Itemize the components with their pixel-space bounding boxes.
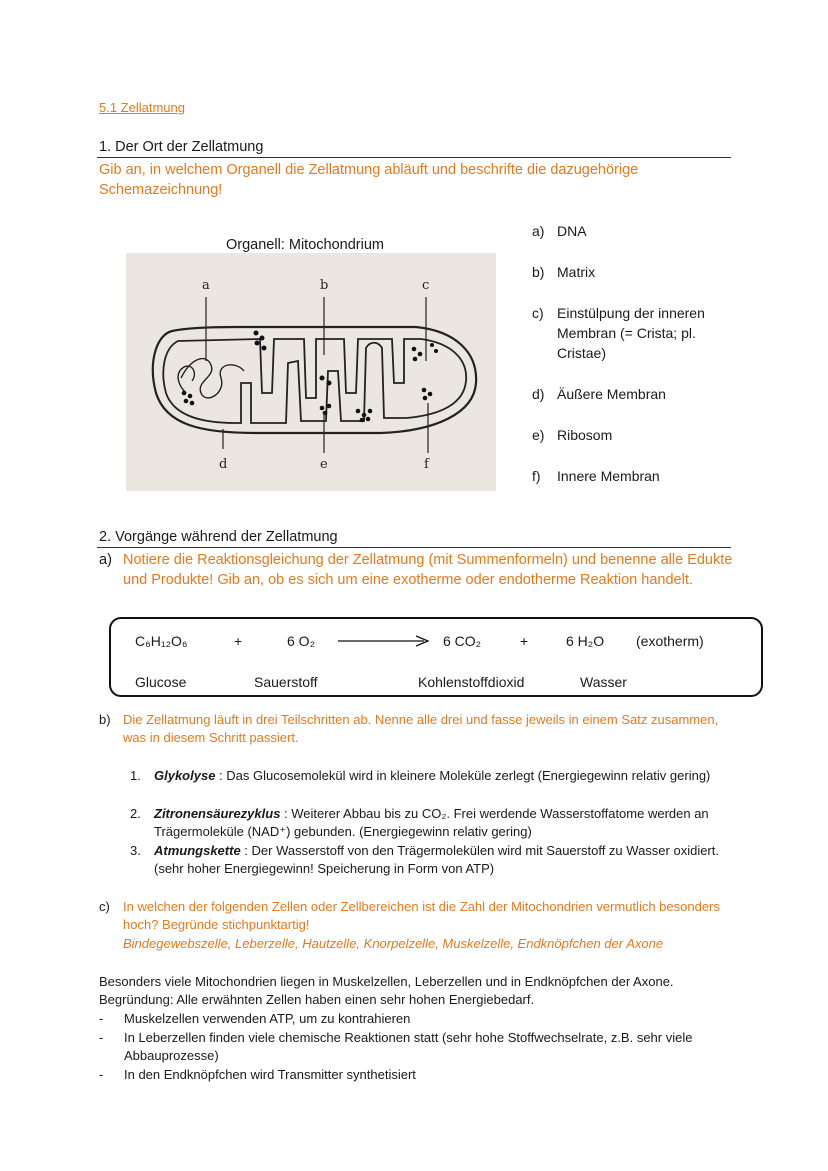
product2-name: Wasser [580,674,627,690]
section-heading: 5.1 Zellatmung [99,100,185,115]
label-letter: a) [532,223,545,239]
step-text: : Weiterer Abbau bis zu CO₂. Frei werdende Wasserstoffatome werden an Trägermoleküle (NAD⁺) gebunden. (Energiegewinn relativ gering) [154,806,709,839]
label-c [532,303,727,363]
label-d [532,384,737,404]
bullet-marker: - [99,1030,104,1045]
bullet-marker: - [99,1067,104,1082]
product1-name: Kohlenstoffdioxid [418,674,525,690]
reactant2-name: Sauerstoff [254,674,318,690]
label-letter: b) [532,264,545,280]
reaction-type: (exotherm) [636,633,704,649]
step-atmungskette [130,842,730,878]
reactant1-formula: C₆H₁₂O₆ [135,633,188,649]
organelle-caption: Organell: Mitochondrium [226,237,384,253]
product2-formula: 6 H₂O [566,633,605,649]
bullet-marker: - [99,1011,104,1026]
label-b [532,262,737,282]
diagram-background [126,253,496,491]
task2-title: 2. Vorgänge während der Zellatmung [99,529,338,545]
step-number: 1. [130,768,141,783]
step-glykolyse [130,767,730,785]
label-text: Einstülpung der inneren Membran (= Crista; pl. Cristae) [557,305,705,361]
label-letter: c) [532,305,544,321]
step-term: Atmungskette [154,843,241,858]
answer-line-1: Besonders viele Mitochondrien liegen in Muskelzellen, Leberzellen und in Endknöpfchen der Axone. [99,974,674,989]
diagram-letter-d: d [219,457,228,472]
task2a-letter: a) [99,552,112,568]
plus-sign-1: + [234,633,243,649]
task2-rule [97,547,731,548]
diagram-letter-e: e [320,457,328,472]
plus-sign-2: + [520,633,529,649]
label-f [532,466,737,486]
step-number: 2. [130,806,141,821]
label-text: Matrix [557,264,596,280]
task1-rule [97,157,731,158]
bullet-item: In den Endknöpfchen wird Transmitter synthetisiert [124,1067,416,1082]
task2b-letter: b) [99,712,111,727]
step-term: Glykolyse [154,768,216,783]
step-text: : Das Glucosemolekül wird in kleinere Moleküle zerlegt (Energiegewinn relativ gering) [215,768,711,783]
task2c-letter: c) [99,899,110,914]
reaction-arrow [338,634,430,648]
diagram-letter-b: b [320,278,329,293]
product1-formula: 6 CO₂ [443,633,482,649]
task1-title: 1. Der Ort der Zellatmung [99,139,264,155]
task2c-instruction: In welchen der folgenden Zellen oder Zellbereichen ist die Zahl der Mitochondrien vermutlich besonders hoch? Begründe stichpunktartig! [123,899,720,932]
reactant1-name: Glucose [135,674,187,690]
label-text: DNA [557,223,587,239]
diagram-letter-c: c [422,278,430,293]
task1-instruction: Gib an, in welchem Organell die Zellatmung abläuft und beschrifte die dazugehörige Schemazeichnung! [99,162,639,198]
step-zitronensaeurezyklus [130,805,730,841]
task2c-cells: Bindegewebszelle, Leberzelle, Hautzelle, Knorpelzelle, Muskelzelle, Endknöpfchen der Axone [123,936,664,951]
step-term: Zitronensäurezyklus [154,806,281,821]
task2a-instruction: Notiere die Reaktionsgleichung der Zellatmung (mit Summenformeln) und benenne alle Edukte und Produkte! Gib an, ob es sich um eine exotherme oder endotherme Reaktion handelt. [123,552,733,588]
label-letter: d) [532,386,545,402]
task2b-instruction: Die Zellatmung läuft in drei Teilschritten ab. Nenne alle drei und fasse jeweils in einem Satz zusammen, was in diesem Schritt passiert. [123,712,719,745]
label-e [532,425,737,445]
label-text: Ribosom [557,427,613,443]
step-number: 3. [130,843,141,858]
step-text: : Der Wasserstoff von den Trägermolekülen wird mit Sauerstoff zu Wasser oxidiert. (sehr hoher Energiegewinn! Speicherung in Form von ATP) [154,843,719,876]
diagram-letter-a: a [202,278,210,293]
label-letter: f) [532,468,541,484]
bullet-item: Muskelzellen verwenden ATP, um zu kontrahieren [124,1011,411,1026]
bullet-item: In Leberzellen finden viele chemische Reaktionen statt (sehr hohe Stoffwechselrate, z.B. sehr viele Abbauprozesse) [124,1030,693,1063]
answer-line-2: Begründung: Alle erwähnten Zellen haben einen sehr hohen Energiebedarf. [99,992,535,1007]
label-text: Äußere Membran [557,386,666,402]
mitochondrion-diagram [126,253,496,491]
reactant2-formula: 6 O₂ [287,633,315,649]
label-text: Innere Membran [557,468,660,484]
label-letter: e) [532,427,545,443]
label-a [532,221,737,241]
diagram-letter-f: f [424,457,429,472]
